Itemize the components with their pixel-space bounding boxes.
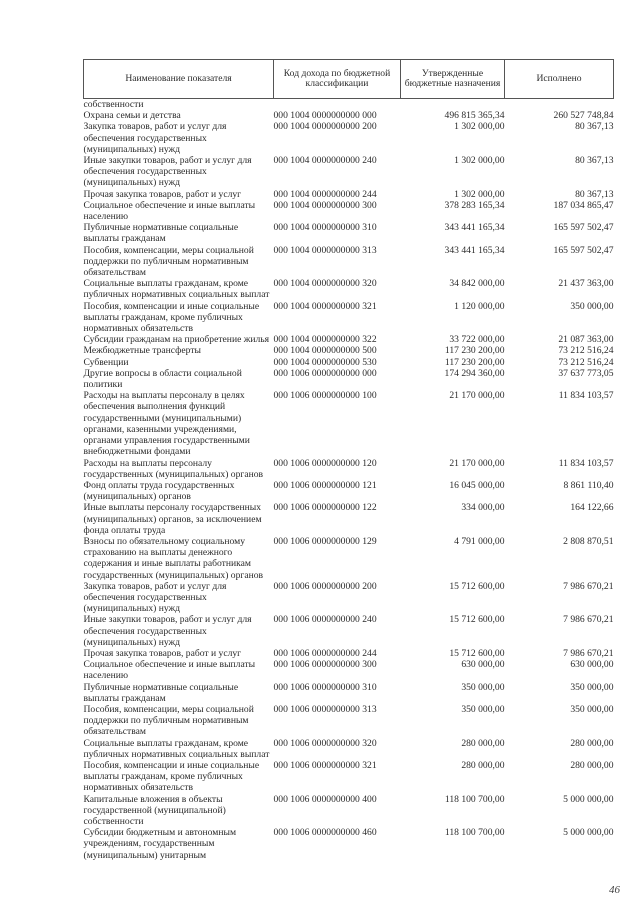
row-code: 000 1006 0000000000 000 [273, 367, 377, 379]
row-approved: 1 302 000,00 [454, 121, 505, 133]
row-executed: 80 367,13 [575, 155, 614, 167]
row-code: 000 1004 0000000000 310 [273, 222, 377, 234]
row-executed: 187 034 865,47 [553, 199, 614, 211]
table-row [84, 222, 614, 244]
row-name: Иные закупки товаров, работ и услуг для обеспечения государственных (муниципальных) нужд [83, 155, 252, 189]
row-name: Социальное обеспечение и иные выплаты населению [83, 659, 256, 682]
row-executed: 7 986 670,21 [563, 580, 614, 592]
table-row [84, 458, 614, 480]
table-row [84, 99, 614, 111]
row-code: 000 1004 0000000000 200 [273, 121, 377, 133]
row-approved: 350 000,00 [461, 681, 505, 693]
row-name: Другие вопросы в области социальной политики [83, 367, 242, 391]
row-executed: 260 527 748,84 [553, 110, 614, 122]
row-executed: 280 000,00 [570, 759, 614, 771]
row-executed: 37 637 773,05 [558, 367, 614, 379]
table-row [84, 502, 614, 536]
row-approved: 33 722 000,00 [449, 334, 505, 346]
row-name: Субсидии бюджетным и автономным учреждениям, государственным (муниципальным) унитарным [83, 827, 237, 861]
row-name: Охрана семьи и детства [83, 110, 181, 122]
row-name: Публичные нормативные социальные выплаты гражданам [83, 681, 239, 704]
row-executed: 5 000 000,00 [563, 827, 614, 839]
row-name: Пособия, компенсации, меры социальной поддержки по публичным нормативным обязательствам [83, 703, 254, 738]
row-code: 000 1004 0000000000 321 [273, 300, 377, 312]
row-executed: 73 212 516,24 [558, 345, 614, 357]
table-row [84, 738, 614, 760]
row-name: Публичные нормативные социальные выплаты гражданам [83, 222, 239, 245]
row-code: 000 1006 0000000000 313 [273, 703, 377, 715]
row-name: Закупка товаров, работ и услуг для обеспечения государственных (муниципальных) нужд [83, 121, 227, 155]
row-name: Прочая закупка товаров, работ и услуг [83, 647, 242, 659]
row-code: 000 1006 0000000000 310 [273, 681, 377, 693]
row-name: Фонд оплаты труда государственных (муниципальных) органов [83, 479, 235, 503]
row-approved: 280 000,00 [461, 759, 505, 771]
row-approved: 1 302 000,00 [454, 155, 505, 167]
row-executed [505, 99, 614, 111]
row-name: Социальные выплаты гражданам, кроме публичных нормативных социальных выплат [83, 737, 270, 760]
row-executed: 2 808 870,51 [563, 535, 614, 547]
row-name: Взносы по обязательному социальному страхованию на выплаты денежного содержания и иные выплаты работникам государственных (муниципальных) органов [83, 535, 264, 581]
table-row [84, 110, 614, 121]
row-approved: 117 230 200,00 [444, 356, 505, 368]
row-approved: 343 441 165,34 [444, 244, 505, 256]
table-row [84, 121, 614, 155]
row-code: 000 1006 0000000000 129 [273, 535, 377, 547]
row-name: Пособия, компенсации, меры социальной поддержки по публичным нормативным обязательствам [83, 244, 254, 279]
row-approved: 334 000,00 [461, 502, 505, 514]
row-executed: 280 000,00 [570, 737, 614, 749]
row-code: 000 1004 0000000000 300 [273, 199, 377, 211]
row-executed: 7 986 670,21 [563, 647, 614, 659]
row-executed: 80 367,13 [575, 188, 614, 200]
row-code: 000 1006 0000000000 244 [273, 647, 377, 659]
row-approved: 118 100 700,00 [444, 793, 505, 805]
row-approved: 21 170 000,00 [449, 457, 505, 469]
row-approved [401, 99, 505, 111]
row-code: 000 1006 0000000000 400 [273, 793, 377, 805]
table-row [84, 301, 614, 335]
row-name: Социальное обеспечение и иные выплаты населению [83, 199, 256, 223]
table-row [84, 614, 614, 648]
row-code: 000 1004 0000000000 530 [273, 356, 377, 368]
row-approved: 34 842 000,00 [449, 278, 505, 290]
row-code: 000 1006 0000000000 321 [273, 759, 377, 771]
table-row [84, 682, 614, 704]
table-row [84, 278, 614, 300]
row-code: 000 1006 0000000000 100 [273, 390, 377, 402]
row-executed: 165 597 502,47 [553, 244, 614, 256]
table-row [84, 155, 614, 189]
row-code: 000 1004 0000000000 322 [273, 334, 377, 346]
row-approved: 117 230 200,00 [444, 345, 505, 357]
row-approved: 1 120 000,00 [454, 300, 505, 312]
row-approved: 630 000,00 [461, 659, 505, 671]
row-name: Расходы на выплаты персоналу в целях обеспечения выполнения функций государственными (муниципальными) органами, казенными учреждениями, органами управления государственными внебюджетными фондами [83, 390, 250, 458]
row-approved: 350 000,00 [461, 703, 505, 715]
row-executed: 630 000,00 [570, 659, 614, 671]
row-code: 000 1006 0000000000 200 [273, 580, 377, 592]
table-row [84, 480, 614, 502]
row-executed: 350 000,00 [570, 703, 614, 715]
row-code: 000 1006 0000000000 122 [273, 502, 377, 514]
row-name: Межбюджетные трансферты [83, 345, 201, 357]
row-name: Субвенции [83, 356, 129, 368]
table-row [84, 189, 614, 200]
row-code: 000 1006 0000000000 460 [273, 827, 377, 839]
row-code: 000 1006 0000000000 240 [273, 614, 377, 626]
table-row [84, 245, 614, 279]
row-approved: 378 283 165,34 [444, 199, 505, 211]
row-approved: 15 712 600,00 [449, 647, 505, 659]
row-approved: 280 000,00 [461, 737, 505, 749]
row-executed: 7 986 670,21 [563, 614, 614, 626]
table-row [84, 659, 614, 681]
table-row [84, 648, 614, 659]
row-approved: 496 815 365,34 [444, 110, 505, 122]
header-name: Наименование показателя [84, 60, 274, 99]
row-executed: 11 834 103,57 [558, 457, 614, 469]
row-code: 000 1004 0000000000 313 [273, 244, 377, 256]
header-code: Код дохода по бюджетной классификации [274, 60, 401, 99]
table-row [84, 536, 614, 581]
row-code: 000 1004 0000000000 000 [273, 110, 377, 122]
table-body [84, 99, 614, 861]
row-executed: 80 367,13 [575, 121, 614, 133]
row-code: 000 1004 0000000000 500 [273, 345, 377, 357]
row-name: Социальные выплаты гражданам, кроме публичных нормативных социальных выплат [83, 278, 270, 301]
row-executed: 5 000 000,00 [563, 793, 614, 805]
row-approved: 343 441 165,34 [444, 222, 505, 234]
row-executed: 73 212 516,24 [558, 356, 614, 368]
row-code [274, 99, 401, 111]
row-name: Пособия, компенсации и иные социальные выплаты гражданам, кроме публичных нормативных обязательств [83, 300, 260, 335]
row-approved: 118 100 700,00 [444, 827, 505, 839]
row-code: 000 1006 0000000000 320 [273, 737, 377, 749]
row-code: 000 1006 0000000000 121 [273, 479, 377, 491]
row-approved: 21 170 000,00 [449, 390, 505, 402]
row-approved: 15 712 600,00 [449, 580, 505, 592]
header-executed: Исполнено [505, 60, 614, 99]
budget-execution-table [83, 59, 614, 861]
row-code: 000 1004 0000000000 320 [273, 278, 377, 290]
table-header [84, 60, 614, 99]
row-executed: 165 597 502,47 [553, 222, 614, 234]
row-code: 000 1004 0000000000 244 [273, 188, 377, 200]
row-name: Иные выплаты персоналу государственных (муниципальных) органов, за исключением фонда оплаты труда [83, 502, 262, 536]
row-executed: 8 861 110,40 [563, 479, 614, 491]
row-executed: 350 000,00 [570, 300, 614, 312]
row-code: 000 1004 0000000000 240 [273, 155, 377, 167]
row-approved: 174 294 360,00 [444, 367, 505, 379]
row-name: Иные закупки товаров, работ и услуг для обеспечения государственных (муниципальных) нужд [83, 614, 252, 648]
table-row [84, 390, 614, 457]
table-row [84, 794, 614, 828]
row-name: Закупка товаров, работ и услуг для обеспечения государственных (муниципальных) нужд [83, 580, 227, 615]
row-code: 000 1006 0000000000 300 [273, 659, 377, 671]
table-row [84, 368, 614, 390]
table-row [84, 704, 614, 738]
row-code: 000 1006 0000000000 120 [273, 457, 377, 469]
header-approved: Утвержденные бюджетные назначения [401, 60, 505, 99]
table-row [84, 334, 614, 345]
table-row [84, 200, 614, 222]
row-approved: 16 045 000,00 [449, 479, 505, 491]
table-row [84, 357, 614, 368]
row-name: Субсидии гражданам на приобретение жилья [83, 334, 270, 346]
row-approved: 15 712 600,00 [449, 614, 505, 626]
row-name: Пособия, компенсации и иные социальные выплаты гражданам, кроме публичных нормативных обязательств [83, 759, 260, 794]
row-executed: 164 122,66 [570, 502, 614, 514]
row-name: Прочая закупка товаров, работ и услуг [83, 188, 242, 200]
row-executed: 350 000,00 [570, 681, 614, 693]
table-row [84, 345, 614, 356]
table-row [84, 581, 614, 615]
row-name: Расходы на выплаты персоналу государственных (муниципальных) органов [83, 457, 264, 480]
row-executed: 11 834 103,57 [558, 390, 614, 402]
row-executed: 21 437 363,00 [558, 278, 614, 290]
row-executed: 21 087 363,00 [558, 334, 614, 346]
row-name: Капитальные вложения в объекты государственной (муниципальной) собственности [83, 793, 226, 827]
table-row [84, 827, 614, 861]
row-approved: 1 302 000,00 [454, 188, 505, 200]
row-name: собственности [83, 99, 144, 110]
page-number: 46 [609, 884, 620, 896]
row-approved: 4 791 000,00 [454, 535, 505, 547]
table-row [84, 760, 614, 794]
